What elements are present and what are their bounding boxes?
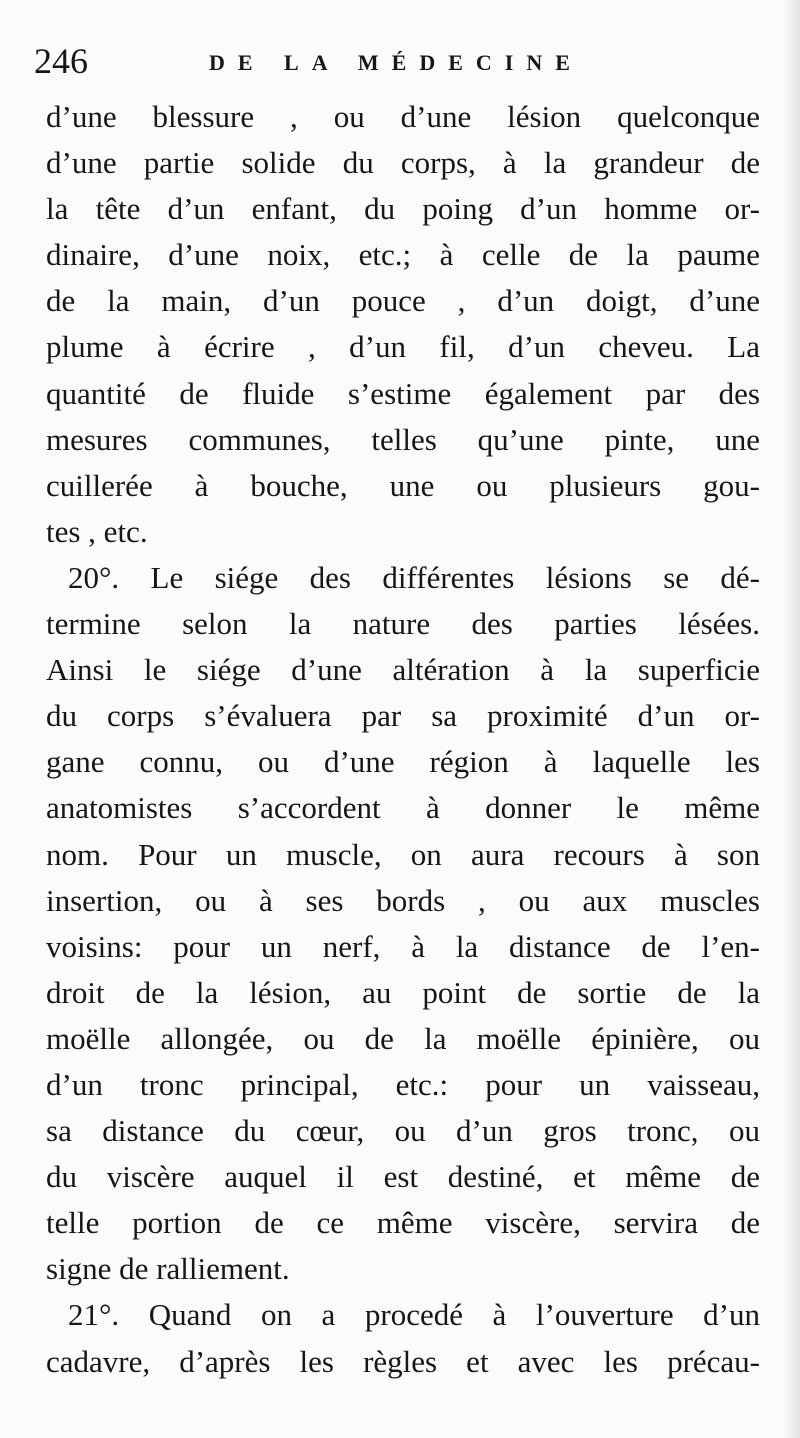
text-line: moëlle allongée, ou de la moëlle épinière, ou [46, 1020, 760, 1056]
text-line: du corps s’évaluera par sa proximité d’un or- [46, 698, 760, 734]
text-line: dinaire, d’une noix, etc.; à celle de la paume [46, 237, 760, 273]
text-line: 21°. Quand on a procedé à l’ouverture d’un [68, 1297, 760, 1333]
text-line: termine selon la nature des parties lésées. [46, 606, 760, 642]
text-line: d’un tronc principal, etc.: pour un vaisseau, [46, 1066, 760, 1102]
body-text [46, 94, 760, 1385]
text-line: anatomistes s’accordent à donner le même [46, 790, 760, 826]
text-line: tes , etc. [46, 513, 148, 549]
text-line: sa distance du cœur, ou d’un gros tronc, ou [46, 1113, 760, 1149]
text-line: nom. Pour un muscle, on aura recours à son [46, 836, 760, 872]
text-line: cuillerée à bouche, une ou plusieurs gou- [46, 467, 760, 503]
text-line: insertion, ou à ses bords , ou aux muscles [46, 882, 760, 918]
text-line: d’une partie solide du corps, à la grandeur de [46, 145, 760, 181]
text-line: signe de ralliement. [46, 1251, 290, 1287]
text-line: voisins: pour un nerf, à la distance de l’en- [46, 928, 760, 964]
text-line: la tête d’un enfant, du poing d’un homme or- [46, 191, 760, 227]
text-line: Ainsi le siége d’une altération à la superficie [46, 652, 760, 688]
running-title: DE LA MÉDECINE [209, 50, 583, 75]
text-line: droit de la lésion, au point de sortie de la [46, 974, 760, 1010]
text-line: mesures communes, telles qu’une pinte, une [46, 421, 760, 457]
text-line: cadavre, d’après les règles et avec les précau- [46, 1343, 760, 1379]
page-number: 246 [34, 41, 88, 81]
text-line: gane connu, ou d’une région à laquelle les [46, 744, 760, 780]
text-line: telle portion de ce même viscère, servira de [46, 1205, 760, 1241]
text-line: plume à écrire , d’un fil, d’un cheveu. La [46, 329, 760, 365]
text-line: de la main, d’un pouce , d’un doigt, d’une [46, 283, 760, 319]
text-line: quantité de fluide s’estime également par des [46, 375, 760, 411]
page-edge-shadow [782, 0, 800, 1438]
page-header [34, 38, 769, 88]
text-line: 20°. Le siége des différentes lésions se dé- [68, 559, 760, 595]
text-line: du viscère auquel il est destiné, et même de [46, 1159, 760, 1195]
text-line: d’une blessure , ou d’une lésion quelconque [46, 99, 760, 134]
